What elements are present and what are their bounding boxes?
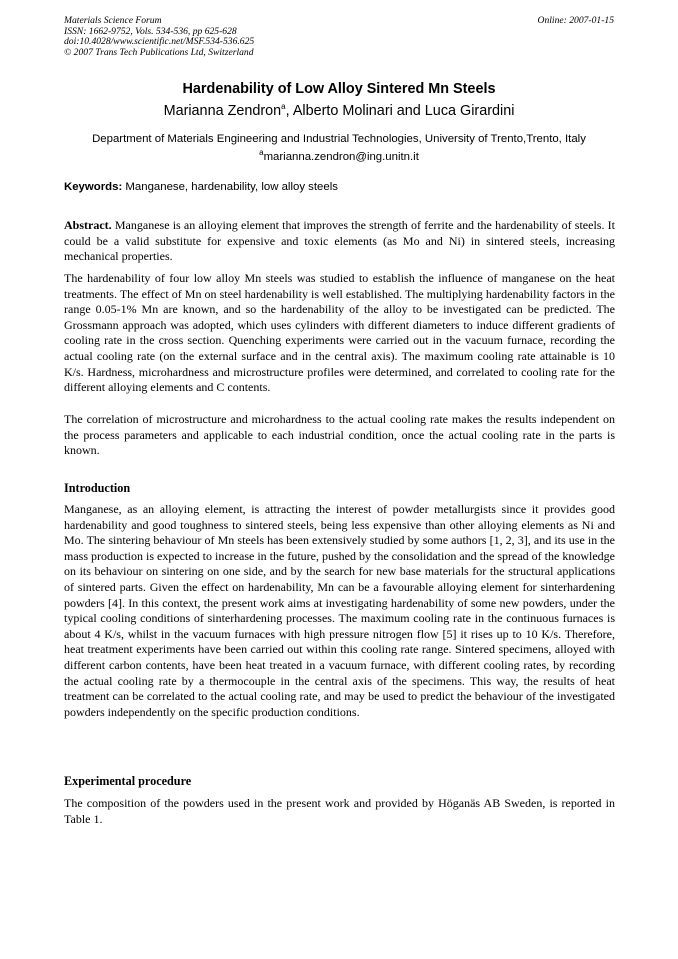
abstract-text-1: Manganese is an alloying element that improves the strength of ferrite and the hardenability of steels. It could be a valid substitute for expensive and toxic elements (as Mo and Ni) in sintered steels, increasing mechanical properties. xyxy=(64,218,616,264)
abstract-paragraph-3 xyxy=(64,412,615,459)
abstract-label: Abstract. xyxy=(64,218,112,232)
online-date: Online: 2007-01-15 xyxy=(537,15,614,26)
email-sup: a xyxy=(259,148,264,158)
abstract-paragraph-2 xyxy=(64,271,615,396)
abstract-text-3: The correlation of microstructure and microhardness to the actual cooling rate makes the results independent on the process parameters and applicable to each industrial condition, once the actual cooling rate in the parts is known. xyxy=(64,412,615,458)
affiliation: Department of Materials Engineering and Industrial Technologies, University of Trento,Trento, Italy xyxy=(92,133,586,145)
copyright-line: © 2007 Trans Tech Publications Ltd, Switzerland xyxy=(64,46,254,58)
abstract-paragraph-1 xyxy=(64,218,615,265)
experimental-paragraph xyxy=(64,796,615,827)
doi-line: doi:10.4028/www.scientific.net/MSF.534-536.625 xyxy=(64,36,255,48)
introduction-paragraph xyxy=(64,502,615,720)
journal-header xyxy=(64,16,394,58)
author-sup: a xyxy=(281,102,286,112)
experimental-text: The composition of the powders used in the present work and provided by Höganäs AB Sweden, is reported in Table 1. xyxy=(64,796,615,826)
journal-name: Materials Science Forum xyxy=(64,15,162,26)
section-heading-experimental: Experimental procedure xyxy=(64,774,192,788)
author-list xyxy=(0,103,678,119)
issn-line: ISSN: 1662-9752, Vols. 534-536, pp 625-628 xyxy=(64,25,237,37)
keywords-label: Keywords: xyxy=(64,181,123,193)
author-first: Marianna Zendron xyxy=(163,103,282,119)
keywords-text: Manganese, hardenability, low alloy steels xyxy=(125,181,338,193)
introduction-text: Manganese, as an alloying element, is attracting the interest of powder metallurgists since it provides good hardenability and good toughness to sintered steels, being less expensive than other alloying elements as Ni and Mo. The sintering behaviour of Mn steels has been extensively studied by some authors [1, 2, 3], and its use in the mass production is expected to increase in the future, pushed by the consolidation and the spread of the knowledge on its behaviour on sintering on one side, and by the search for new base materials for the structural applications of sintered parts. Given the effect on hardenability, Mn can be a favourable alloying element for sinterhardening powders [4]. In this context, the present work aims at investigating hardenability of some new powders, under the typical cooling conditions of sinterhardening processes. The maximum cooling rate in the continuous furnaces is about 4 K/s, whilst in the vacuum furnaces with high pressure nitrogen flow [5] it rises up to 10 K/s. Therefore, heat treatment experiments have been carried out within this cooling rate range. Sintered specimens, alloyed with different carbon contents, have been heat treated in a vacuum furnace, with different cooling rates, by recording the actual cooling rate by a thermocouple in the central axis of the specimens. This way, the results of heat treatment can be correlated to the actual cooling rate, and may be used to predict the behaviour of the investigated powders independently on the specific production conditions. xyxy=(64,502,615,719)
abstract-text-2: The hardenability of four low alloy Mn steels was studied to establish the influence of manganese on the heat treatments. The effect of Mn on steel hardenability is well established. The multiplying hardenability factors in the range 0.05-1% Mn are known, and so the hardenability of the alloy to be investigated can be predicted. The Grossmann approach was adopted, which uses cylinders with different diameters to induce different gradients of cooling rate in the cross section. Quenching experiments were carried out in the vacuum furnace, recording the actual cooling rate (on the external surface and in the central axis). The maximum cooling rate attainable is 10 K/s. Hardness, microhardness and microstructure profiles were determined, and correlated to cooling rate for the different alloying elements and C contents. xyxy=(64,271,615,395)
keywords xyxy=(64,181,614,193)
paper-title: Hardenability of Low Alloy Sintered Mn Steels xyxy=(182,81,496,97)
email-line xyxy=(0,148,678,163)
section-heading-introduction: Introduction xyxy=(64,481,131,495)
email-address: marianna.zendron@ing.unitn.it xyxy=(263,151,419,163)
author-rest: , Alberto Molinari and Luca Girardini xyxy=(285,103,515,119)
